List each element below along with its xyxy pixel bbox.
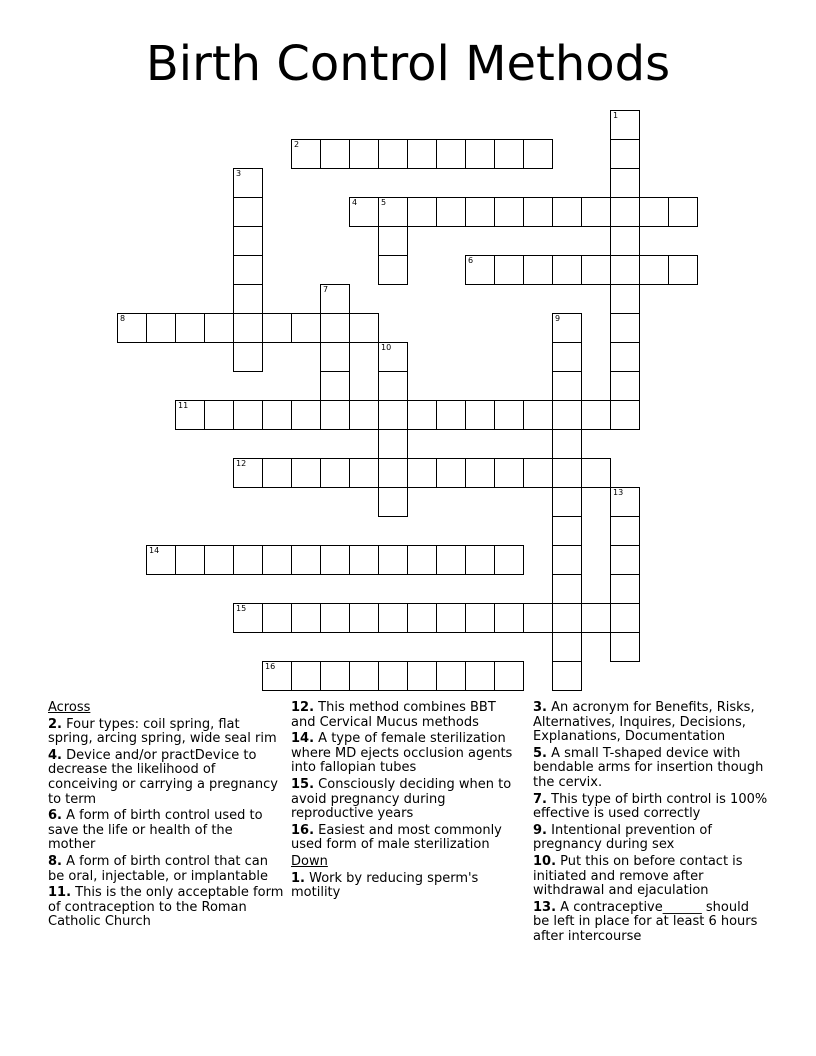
- grid-cell[interactable]: [378, 255, 408, 285]
- grid-cell[interactable]: [581, 197, 611, 227]
- grid-cell[interactable]: [378, 400, 408, 430]
- grid-cell[interactable]: [262, 661, 292, 691]
- clue-number: 10: [381, 343, 392, 352]
- grid-cell[interactable]: [349, 313, 379, 343]
- grid-cell[interactable]: [320, 139, 350, 169]
- grid-cell[interactable]: [523, 139, 553, 169]
- grid-cell[interactable]: [494, 661, 524, 691]
- grid-cell[interactable]: [262, 400, 292, 430]
- grid-cell[interactable]: [320, 284, 350, 314]
- clue-across-2[interactable]: 2. Four types: coil spring, flat spring, arcing spring, wide seal rim: [48, 716, 277, 747]
- grid-cell[interactable]: [552, 313, 582, 343]
- grid-cell[interactable]: [581, 400, 611, 430]
- grid-cell[interactable]: [465, 139, 495, 169]
- grid-cell[interactable]: [610, 400, 640, 430]
- grid-cell[interactable]: [436, 197, 466, 227]
- grid-cell[interactable]: [204, 545, 234, 575]
- grid-cell[interactable]: [349, 661, 379, 691]
- grid-cell[interactable]: [610, 168, 640, 198]
- clue-number: 9: [555, 314, 561, 323]
- grid-cell[interactable]: [378, 371, 408, 401]
- grid-cell[interactable]: [494, 545, 524, 575]
- grid-cell[interactable]: [610, 487, 640, 517]
- grid-cell[interactable]: [117, 313, 147, 343]
- clue-number: 3: [236, 169, 242, 178]
- grid-cell[interactable]: [552, 603, 582, 633]
- grid-cell[interactable]: [349, 197, 379, 227]
- grid-cell[interactable]: [610, 226, 640, 256]
- grid-cell[interactable]: [523, 255, 553, 285]
- across-heading: Across: [48, 700, 91, 715]
- grid-cell[interactable]: [407, 603, 437, 633]
- grid-cell[interactable]: [262, 458, 292, 488]
- grid-cell[interactable]: [349, 545, 379, 575]
- grid-cell[interactable]: [494, 139, 524, 169]
- grid-cell[interactable]: [552, 632, 582, 662]
- grid-cell[interactable]: [349, 458, 379, 488]
- down-heading: Down: [291, 853, 328, 869]
- grid-cell[interactable]: [291, 661, 321, 691]
- grid-cell[interactable]: [668, 255, 698, 285]
- grid-cell[interactable]: [349, 139, 379, 169]
- clue-number: 6: [468, 256, 474, 265]
- grid-cell[interactable]: [320, 458, 350, 488]
- grid-cell[interactable]: [291, 545, 321, 575]
- clue-number: 7: [323, 285, 329, 294]
- grid-cell[interactable]: [552, 400, 582, 430]
- grid-cell[interactable]: [378, 661, 408, 691]
- puzzle-title: Birth Control Methods: [145, 36, 671, 92]
- grid-cell[interactable]: [233, 226, 263, 256]
- clue-column-3: [533, 701, 769, 947]
- grid-cell[interactable]: [378, 139, 408, 169]
- grid-cell[interactable]: [465, 603, 495, 633]
- clue-number: 14: [149, 546, 160, 555]
- grid-cell[interactable]: [581, 255, 611, 285]
- grid-cell[interactable]: [349, 603, 379, 633]
- grid-cell[interactable]: [262, 545, 292, 575]
- grid-cell[interactable]: [233, 197, 263, 227]
- grid-cell[interactable]: [668, 197, 698, 227]
- grid-cell[interactable]: [436, 661, 466, 691]
- clue-number: 2: [294, 140, 300, 149]
- grid-cell[interactable]: [639, 255, 669, 285]
- grid-cell[interactable]: [436, 603, 466, 633]
- grid-cell[interactable]: [146, 313, 176, 343]
- grid-cell[interactable]: [436, 545, 466, 575]
- clue-column-1: [48, 701, 284, 932]
- clue-number: 11: [178, 401, 189, 410]
- grid-cell[interactable]: [233, 168, 263, 198]
- clue-number: 5: [381, 198, 387, 207]
- grid-cell[interactable]: [175, 313, 205, 343]
- grid-cell[interactable]: [262, 603, 292, 633]
- clue-across-15[interactable]: 15. Consciously deciding when to avoid pregnancy during reproductive years: [291, 776, 512, 822]
- grid-cell[interactable]: [610, 313, 640, 343]
- grid-cell[interactable]: [233, 342, 263, 372]
- grid-cell[interactable]: [465, 661, 495, 691]
- clue-column-2: [291, 701, 523, 903]
- grid-cell[interactable]: [291, 313, 321, 343]
- grid-cell[interactable]: [552, 661, 582, 691]
- grid-cell[interactable]: [523, 400, 553, 430]
- clue-across-4[interactable]: 4. Device and/or practDevice to decrease the likelihood of conceiving or carrying a pregnancy to term: [48, 747, 278, 807]
- grid-cell[interactable]: [320, 661, 350, 691]
- grid-cell[interactable]: [581, 603, 611, 633]
- grid-cell[interactable]: [378, 197, 408, 227]
- grid-cell[interactable]: [233, 255, 263, 285]
- grid-cell[interactable]: [175, 545, 205, 575]
- clue-number: 15: [236, 604, 247, 613]
- grid-cell[interactable]: [610, 632, 640, 662]
- grid-cell[interactable]: [233, 313, 263, 343]
- grid-cell[interactable]: [523, 197, 553, 227]
- grid-cell[interactable]: [494, 197, 524, 227]
- grid-cell[interactable]: [378, 342, 408, 372]
- grid-cell[interactable]: [291, 139, 321, 169]
- grid-cell[interactable]: [465, 255, 495, 285]
- clue-down-13[interactable]: 13. A contraceptive______ should be left in place for at least 6 hours after intercourse: [533, 899, 758, 944]
- grid-cell[interactable]: [552, 458, 582, 488]
- clue-across-11[interactable]: 11. This is the only acceptable form of contraception to the Roman Catholic Church: [48, 885, 284, 930]
- grid-cell[interactable]: [233, 458, 263, 488]
- grid-cell[interactable]: [378, 487, 408, 517]
- grid-cell[interactable]: [349, 400, 379, 430]
- grid-cell[interactable]: [407, 139, 437, 169]
- grid-cell[interactable]: [378, 603, 408, 633]
- grid-cell[interactable]: [639, 197, 669, 227]
- clue-across-6[interactable]: 6. A form of birth control used to save the life or health of the mother: [48, 808, 263, 853]
- grid-cell[interactable]: [523, 603, 553, 633]
- clue-down-7[interactable]: 7. This type of birth control is 100% effective is used correctly: [533, 791, 768, 822]
- grid-cell[interactable]: [407, 400, 437, 430]
- grid-cell[interactable]: [291, 458, 321, 488]
- grid-cell[interactable]: [320, 400, 350, 430]
- grid-cell[interactable]: [320, 371, 350, 401]
- grid-cell[interactable]: [552, 574, 582, 604]
- clue-down-10[interactable]: 10. Put this on before contact is initiated and remove after withdrawal and ejaculation: [533, 853, 743, 899]
- clue-down-1[interactable]: 1. Work by reducing sperm's motility: [291, 870, 479, 901]
- grid-cell[interactable]: [291, 603, 321, 633]
- grid-cell[interactable]: [610, 516, 640, 546]
- grid-cell[interactable]: [407, 197, 437, 227]
- grid-cell[interactable]: [436, 458, 466, 488]
- grid-cell[interactable]: [233, 603, 263, 633]
- clue-across-14[interactable]: 14. A type of female sterilization where MD ejects occlusion agents into fallopian tubes: [291, 731, 513, 776]
- grid-cell[interactable]: [436, 400, 466, 430]
- clue-number: 12: [236, 459, 247, 468]
- grid-cell[interactable]: [610, 284, 640, 314]
- clue-down-9[interactable]: 9. Intentional prevention of pregnancy during sex: [533, 822, 712, 853]
- clue-across-12[interactable]: 12. This method combines BBT and Cervical Mucus methods: [291, 700, 496, 730]
- grid-cell[interactable]: [552, 255, 582, 285]
- grid-cell[interactable]: [523, 458, 553, 488]
- grid-cell[interactable]: [262, 313, 292, 343]
- clue-number: 4: [352, 198, 358, 207]
- grid-cell[interactable]: [320, 603, 350, 633]
- grid-cell[interactable]: [581, 458, 611, 488]
- clue-down-5[interactable]: 5. A small T-shaped device with bendable arms for insertion though the cervix.: [533, 745, 764, 790]
- grid-cell[interactable]: [378, 545, 408, 575]
- grid-cell[interactable]: [552, 342, 582, 372]
- grid-cell[interactable]: [378, 429, 408, 459]
- grid-cell[interactable]: [610, 197, 640, 227]
- grid-cell[interactable]: [320, 342, 350, 372]
- grid-cell[interactable]: [233, 284, 263, 314]
- clue-number: 16: [265, 662, 276, 671]
- clue-down-3[interactable]: 3. An acronym for Benefits, Risks, Alternatives, Inquires, Decisions, Explanations, Documentation: [533, 700, 755, 745]
- grid-cell[interactable]: [552, 197, 582, 227]
- grid-cell[interactable]: [407, 661, 437, 691]
- grid-cell[interactable]: [494, 603, 524, 633]
- grid-cell[interactable]: [552, 429, 582, 459]
- grid-cell[interactable]: [610, 255, 640, 285]
- clue-across-8[interactable]: 8. A form of birth control that can be oral, injectable, or implantable: [48, 853, 269, 884]
- grid-cell[interactable]: [552, 371, 582, 401]
- grid-cell[interactable]: [610, 545, 640, 575]
- clue-across-16[interactable]: 16. Easiest and most commonly used form of male sterilization: [291, 822, 502, 853]
- grid-cell[interactable]: [610, 110, 640, 140]
- grid-cell[interactable]: [233, 400, 263, 430]
- grid-cell[interactable]: [320, 545, 350, 575]
- grid-cell[interactable]: [378, 458, 408, 488]
- grid-cell[interactable]: [407, 458, 437, 488]
- clue-number: 13: [613, 488, 624, 497]
- grid-cell[interactable]: [465, 400, 495, 430]
- grid-cell[interactable]: [291, 400, 321, 430]
- grid-cell[interactable]: [465, 545, 495, 575]
- grid-cell[interactable]: [233, 545, 263, 575]
- grid-cell[interactable]: [204, 400, 234, 430]
- grid-cell[interactable]: [465, 197, 495, 227]
- grid-cell[interactable]: [552, 545, 582, 575]
- grid-cell[interactable]: [552, 516, 582, 546]
- grid-cell[interactable]: [146, 545, 176, 575]
- grid-cell[interactable]: [494, 458, 524, 488]
- grid-cell[interactable]: [610, 574, 640, 604]
- grid-cell[interactable]: [436, 139, 466, 169]
- grid-cell[interactable]: [494, 400, 524, 430]
- grid-cell[interactable]: [407, 545, 437, 575]
- grid-cell[interactable]: [378, 226, 408, 256]
- grid-cell[interactable]: [465, 458, 495, 488]
- grid-cell[interactable]: [175, 400, 205, 430]
- grid-cell[interactable]: [610, 371, 640, 401]
- clue-number: 1: [613, 111, 619, 120]
- grid-cell[interactable]: [610, 139, 640, 169]
- grid-cell[interactable]: [204, 313, 234, 343]
- grid-cell[interactable]: [320, 313, 350, 343]
- grid-cell[interactable]: [610, 603, 640, 633]
- grid-cell[interactable]: [552, 487, 582, 517]
- grid-cell[interactable]: [494, 255, 524, 285]
- clue-number: 8: [120, 314, 126, 323]
- grid-cell[interactable]: [610, 342, 640, 372]
